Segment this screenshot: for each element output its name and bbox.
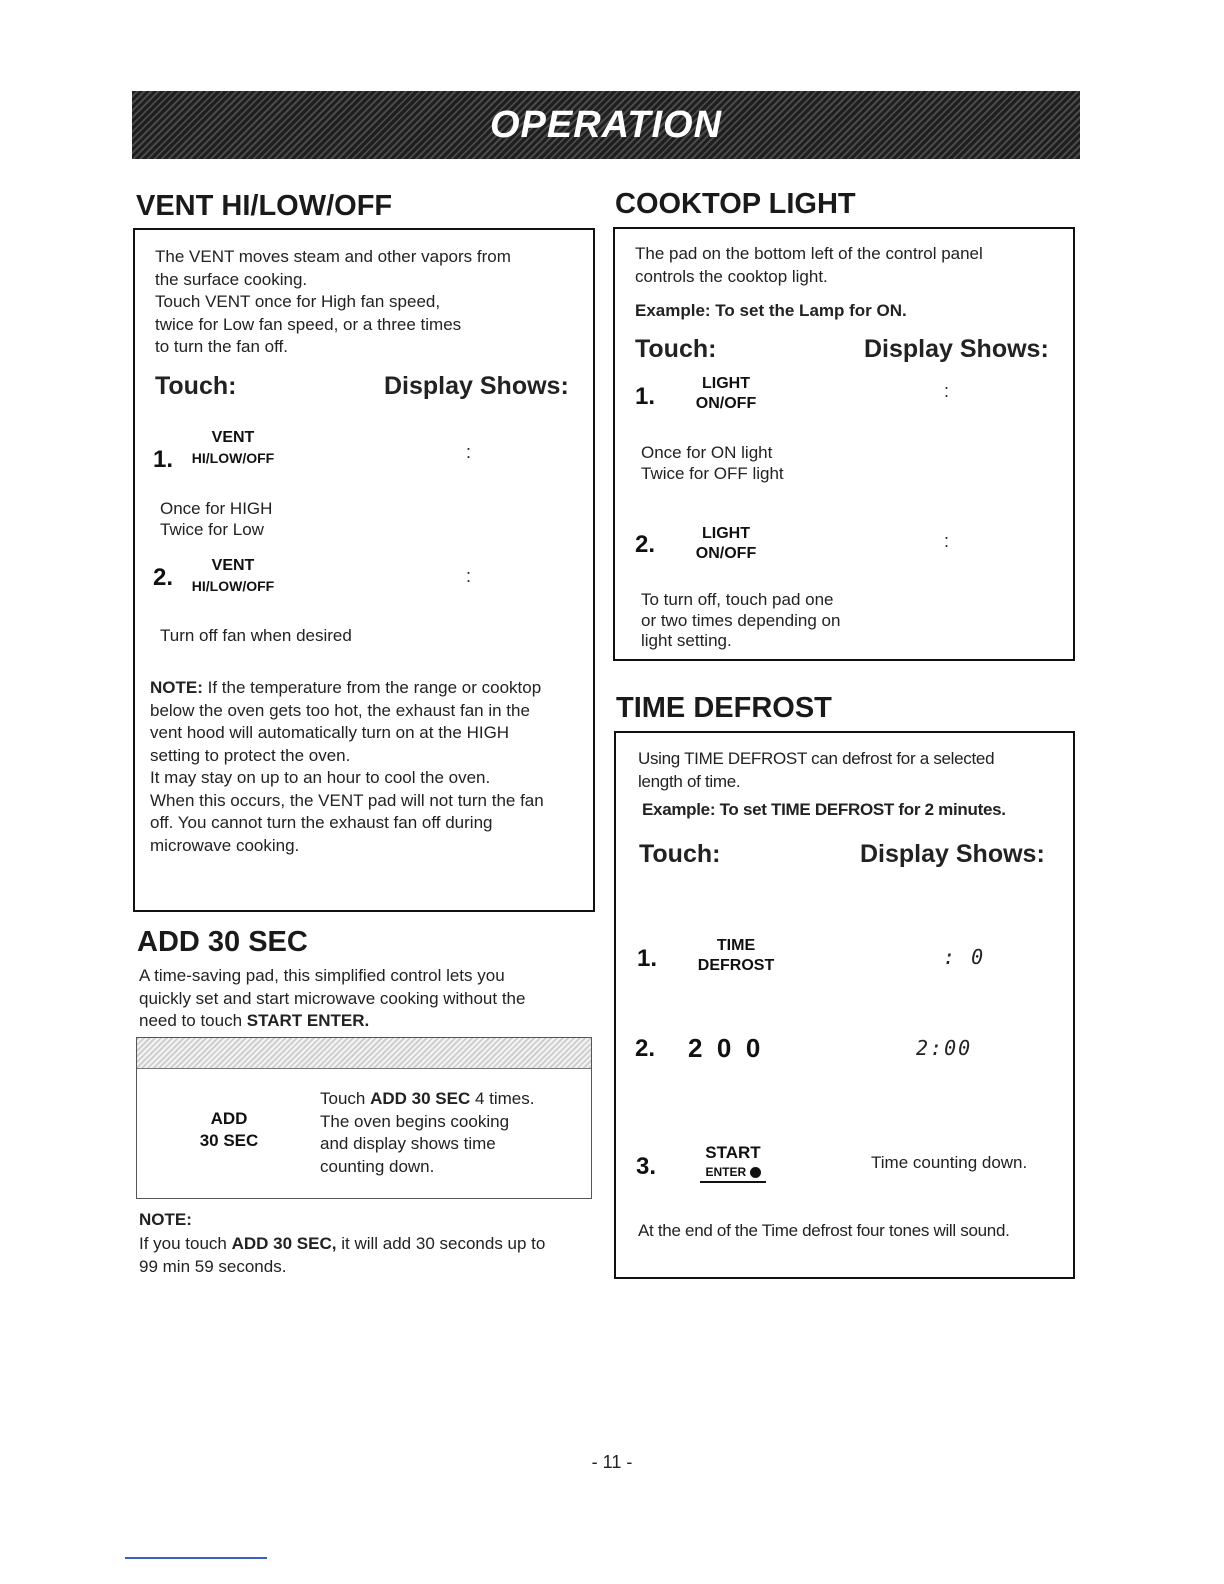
cooktop-step1-display: : [944,381,950,401]
add30-note-line: 99 min 59 seconds. [139,1257,287,1276]
defrost-step1-number: 1. [637,945,658,972]
add30-desc-line: The oven begins cooking [320,1111,510,1131]
defrost-intro-line: length of time. [638,771,741,791]
light-pad-sublabel: ON/OFF [695,395,757,412]
note-line: Once for ON light [641,443,773,462]
add30-intro-line: A time-saving pad, this simplified control lets you [139,966,505,985]
add30-description [320,1088,580,1178]
light-on-off-pad[interactable] [681,524,771,564]
vent-step2-display: : [466,566,472,586]
add30-desc-text: Touch [320,1089,371,1108]
vent-note-line: When this occurs, the VENT pad will not turn the fan [150,790,544,810]
cooktop-box [613,227,1075,661]
defrost-step3-number: 3. [636,1153,657,1180]
add30-desc-text: 4 times. [470,1089,535,1108]
defrost-section-title: TIME DEFROST [616,692,832,724]
vent-intro-line: The VENT moves steam and other vapors from [155,247,511,266]
vent-touch-label: Touch: [155,372,237,400]
add30-box [136,1037,592,1199]
vent-note-line: off. You cannot turn the exhaust fan off during [150,813,493,832]
vent-step2-number: 2. [153,564,174,591]
defrost-step1-display: : 0 [943,945,986,969]
page-number: - 11 - [591,1452,633,1472]
vent-pad-label: VENT [211,557,255,574]
lock-icon [750,1167,761,1178]
vent-pad-label: VENT [211,429,255,446]
note-line: To turn off, touch pad one [641,590,834,609]
add30-note-bold: ADD 30 SEC, [231,1233,337,1253]
vent-intro [155,246,585,359]
note-line: or two times depending on [641,610,841,630]
light-on-off-pad[interactable] [681,374,771,414]
vent-section-title: VENT HI/LOW/OFF [136,190,393,222]
add30-desc-line: counting down. [320,1156,435,1176]
add30-desc-bold: ADD 30 SEC [370,1089,471,1108]
add30-note-label: NOTE: [139,1210,192,1229]
enter-pad-sublabel: ENTER [705,1165,747,1179]
defrost-end-note: At the end of the Time defrost four tones will sound. [638,1221,1010,1240]
cooktop-intro-line: controls the cooktop light. [635,266,828,286]
defrost-intro-line: Using TIME DEFROST can defrost for a selected [638,749,995,768]
defrost-intro [638,748,1058,793]
add30-pad-label: ADD [210,1109,248,1128]
note-line: Twice for OFF light [641,463,784,483]
cooktop-intro [635,243,1065,288]
vent-step1-number: 1. [153,446,174,473]
vent-intro-line: twice for Low fan speed, or a three times [155,314,462,334]
vent-note [150,677,590,857]
defrost-step2-number: 2. [635,1035,656,1062]
add30-intro-line: need to touch [139,1011,247,1030]
light-pad-label: LIGHT [702,525,750,542]
vent-intro-line: Touch VENT once for High fan speed, [155,292,441,311]
vent-step1-note [160,499,272,540]
page-banner [132,91,1080,159]
light-pad-label: LIGHT [702,375,750,392]
vent-step2-note: Turn off fan when desired [160,626,352,645]
cooktop-section-title: COOKTOP LIGHT [615,188,856,220]
cooktop-example: Example: To set the Lamp for ON. [635,301,907,320]
defrost-box [614,731,1075,1279]
start-enter-pad[interactable] [700,1143,766,1183]
vent-hi-low-off-pad[interactable] [183,428,283,468]
banner-title: OPERATION [489,103,723,146]
vent-note-line: below the oven gets too hot, the exhaust fan in the [150,700,530,720]
vent-note-line: microwave cooking. [150,835,300,855]
vent-box [133,228,595,912]
cooktop-touch-label: Touch: [635,335,717,363]
note-line: light setting. [641,631,732,650]
vent-pad-sublabel: HI/LOW/OFF [191,450,275,466]
add30-intro [139,965,589,1033]
note-line: Twice for Low [160,519,264,539]
vent-note-line: setting to protect the oven. [150,745,351,765]
add30-section-title: ADD 30 SEC [137,926,308,958]
time-defrost-pad-sublabel: DEFROST [697,957,775,974]
note-line: Once for HIGH [160,499,273,518]
add-30-sec-pad[interactable] [179,1108,279,1152]
time-defrost-pad-label: TIME [716,937,756,954]
vent-pad-sublabel: HI/LOW/OFF [191,578,275,594]
vent-note-line: It may stay on up to an hour to cool the oven. [150,768,491,787]
add30-note-text: If you touch [139,1233,232,1253]
add30-intro-bold: START ENTER. [246,1011,370,1030]
vent-intro-line: the surface cooking. [155,269,308,289]
cooktop-step1-note [641,443,784,484]
cooktop-step2-number: 2. [635,531,656,558]
add30-intro-line: quickly set and start microwave cooking without the [139,988,526,1008]
defrost-example: Example: To set TIME DEFROST for 2 minutes. [642,800,1006,819]
defrost-touch-label: Touch: [639,840,721,868]
defrost-step2-display: 2:00 [916,1036,973,1060]
defrost-step3-display: Time counting down. [871,1153,1028,1172]
vent-hi-low-off-pad[interactable] [183,556,283,596]
cooktop-display-label: Display Shows: [864,335,1049,363]
add30-desc-line: and display shows time [320,1134,496,1153]
time-defrost-pad[interactable] [686,936,786,976]
vent-note-label: NOTE: [150,678,203,697]
defrost-display-label: Display Shows: [860,840,1045,868]
number-keys[interactable]: 2 0 0 [688,1033,761,1063]
add30-note [139,1208,599,1279]
cooktop-intro-line: The pad on the bottom left of the control panel [635,244,983,263]
cooktop-step1-number: 1. [635,383,656,410]
vent-display-label: Display Shows: [384,372,569,400]
vent-step1-display: : [466,442,472,462]
vent-note-line: vent hood will automatically turn on at the HIGH [150,723,510,742]
vent-intro-line: to turn the fan off. [155,337,288,356]
light-pad-sublabel: ON/OFF [695,545,757,562]
add30-box-header [137,1038,591,1069]
footer-divider [125,1557,267,1559]
vent-note-line: If the temperature from the range or cooktop [202,678,542,697]
cooktop-step2-note [641,590,840,652]
cooktop-step2-display: : [944,531,950,551]
start-pad-label: START [705,1143,761,1162]
add30-pad-sublabel: 30 SEC [199,1131,259,1150]
add30-note-text: it will add 30 seconds up to [336,1233,546,1253]
